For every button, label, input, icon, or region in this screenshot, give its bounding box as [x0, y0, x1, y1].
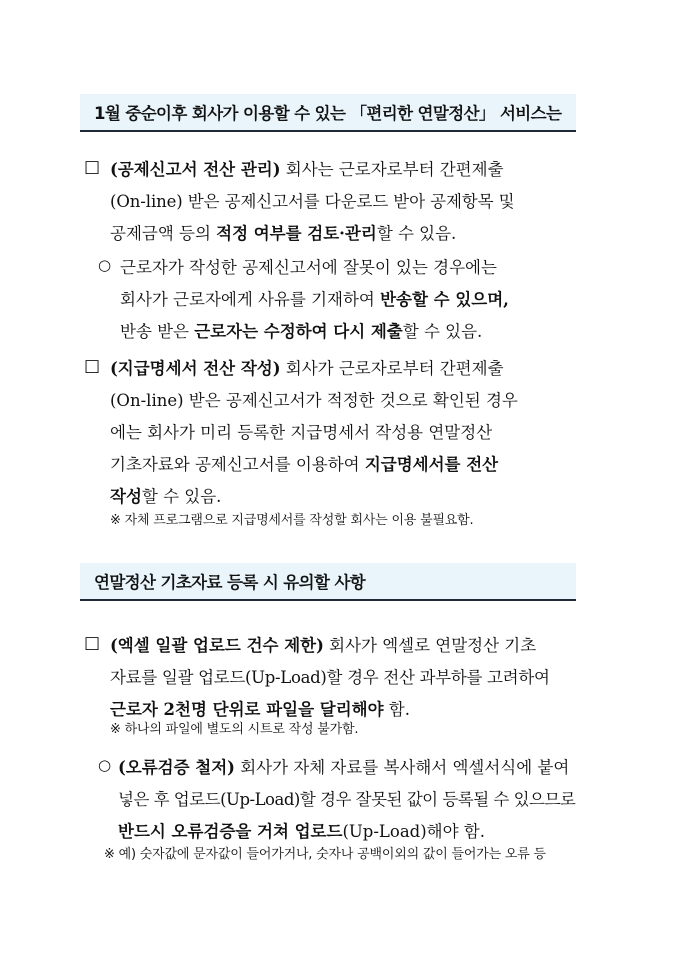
item-line: (엑셀 일괄 업로드 건수 제한) 회사가 엑셀로 연말정산 기초	[110, 636, 537, 655]
item-line: 자료를 일괄 업로드(Up-Load)할 경우 전산 과부하를 고려하여	[110, 668, 550, 687]
section-1-header	[80, 94, 576, 132]
section-2-header	[80, 563, 576, 601]
section-1-item-2	[110, 353, 596, 513]
section-1-title: 1월 중순이후 회사가 이용할 수 있는 「편리한 연말정산」 서비스는	[94, 104, 562, 123]
section-2-sub-item	[118, 752, 596, 848]
item-line: (On-line) 받은 공제신고서를 다운로드 받아 공제항목 및	[110, 192, 515, 211]
item-label: (엑셀 일괄 업로드 건수 제한)	[110, 636, 324, 655]
item-line: (On-line) 받은 공제신고서가 적정한 것으로 확인된 경우	[110, 391, 518, 410]
item-line: 근로자가 작성한 공제신고서에 잘못이 있는 경우에는	[120, 258, 497, 277]
section-1-note: ※ 자체 프로그램으로 지급명세서를 작성할 회사는 이용 불필요함.	[110, 513, 474, 528]
item-line: 공제금액 등의 적정 여부를 검토·관리할 수 있음.	[110, 224, 457, 243]
item-line: 회사가 근로자에게 사유를 기재하여 반송할 수 있으며,	[120, 290, 509, 309]
section-1-sub-item	[120, 252, 596, 348]
section-1-item-1	[110, 154, 596, 250]
section-2-note-2: ※ 예) 숫자값에 문자값이 들어가거나, 숫자나 공백이외의 값이 들어가는 오류 등	[104, 847, 546, 862]
item-line: 근로자 2천명 단위로 파일을 달리해야 함.	[110, 700, 410, 719]
circle-bullet-icon: ○	[98, 256, 112, 274]
checkbox-bullet-icon: □	[84, 633, 101, 653]
section-2-title: 연말정산 기초자료 등록 시 유의할 사항	[94, 573, 366, 592]
item-line: 에는 회사가 미리 등록한 지급명세서 작성용 연말정산	[110, 423, 493, 442]
item-label: (공제신고서 전산 관리)	[110, 160, 281, 179]
checkbox-bullet-icon: □	[84, 356, 101, 376]
section-2-item-1	[110, 630, 596, 726]
circle-bullet-icon: ○	[98, 756, 112, 774]
item-line: (지급명세서 전산 작성) 회사가 근로자로부터 간편제출	[110, 359, 504, 378]
section-2-note-1: ※ 하나의 파일에 별도의 시트로 작성 불가함.	[110, 722, 359, 737]
item-line: 반드시 오류검증을 거쳐 업로드(Up-Load)해야 함.	[118, 822, 485, 841]
item-line: (공제신고서 전산 관리) 회사는 근로자로부터 간편제출	[110, 160, 504, 179]
item-line: 넣은 후 업로드(Up-Load)할 경우 잘못된 값이 등록될 수 있으므로	[118, 790, 576, 809]
item-line: 기초자료와 공제신고서를 이용하여 지급명세서를 전산	[110, 455, 499, 474]
checkbox-bullet-icon: □	[84, 157, 101, 177]
item-label: (오류검증 철저)	[118, 758, 235, 777]
item-line: (오류검증 철저) 회사가 자체 자료를 복사해서 엑셀서식에 붙여	[118, 758, 570, 777]
item-line: 반송 받은 근로자는 수정하여 다시 제출할 수 있음.	[120, 322, 483, 341]
item-line: 작성할 수 있음.	[110, 487, 222, 506]
item-label: (지급명세서 전산 작성)	[110, 359, 281, 378]
